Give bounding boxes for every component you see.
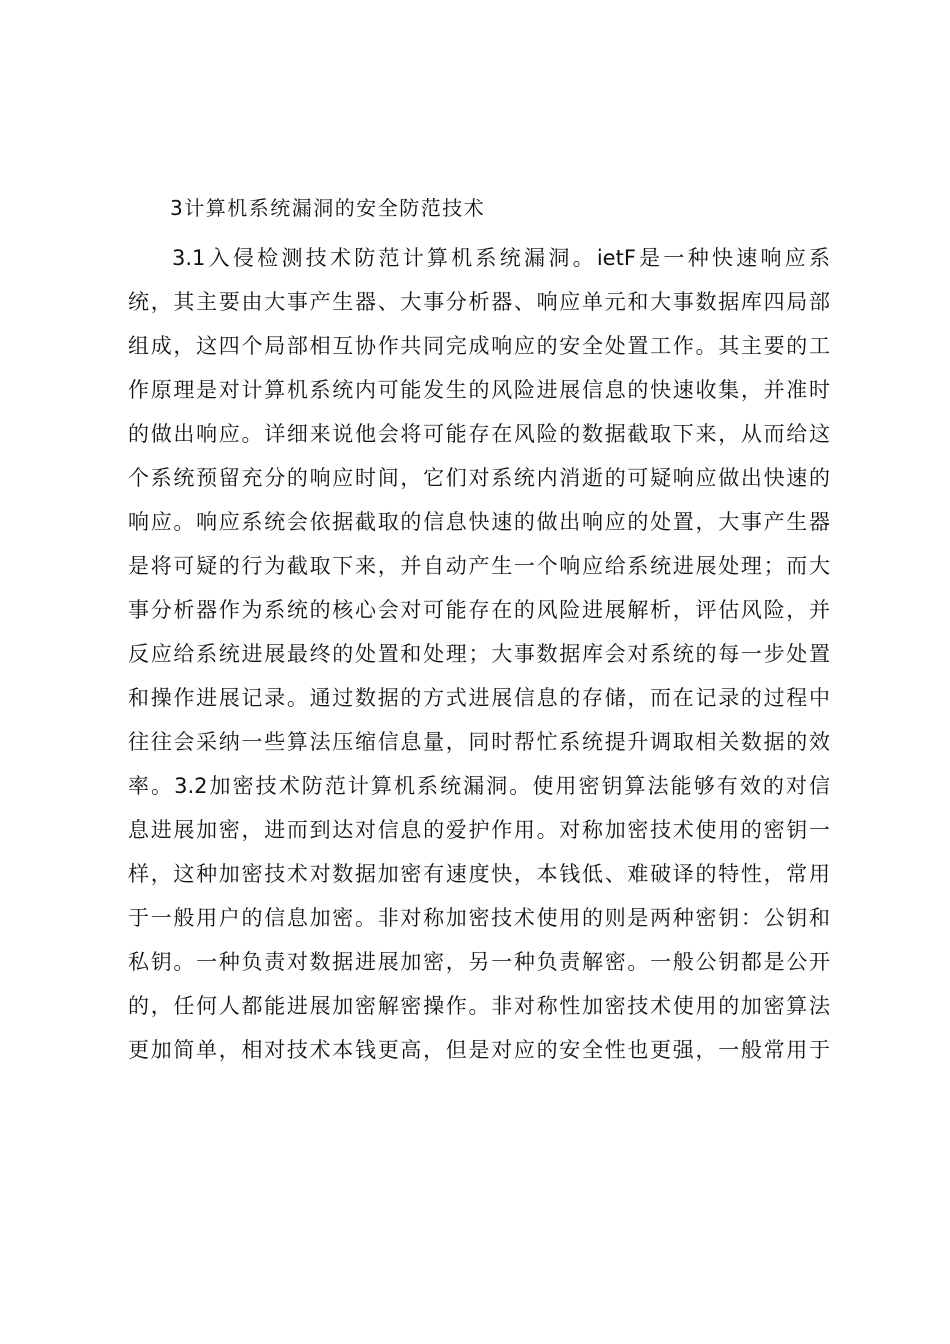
paragraph-line: 样，这种加密技术对数据加密有速度快，本钱低、难破译的特性，常用 xyxy=(128,862,830,886)
paragraph-line: 个系统预留充分的响应时间，它们对系统内消逝的可疑响应做出快速的 xyxy=(128,466,830,490)
paragraph-line: 往往会采纳一些算法压缩信息量，同时帮忙系统提升调取相关数据的效 xyxy=(128,730,830,754)
paragraph-line: 息进展加密，进而到达对信息的爱护作用。对称加密技术使用的密钥一 xyxy=(128,818,830,842)
paragraph-line: 和操作进展记录。通过数据的方式进展信息的存储，而在记录的过程中 xyxy=(128,686,830,710)
paragraph-line: 反应给系统进展最终的处置和处理；大事数据库会对系统的每一步处置 xyxy=(128,642,830,666)
paragraph-line: 作原理是对计算机系统内可能发生的风险进展信息的快速收集，并准时 xyxy=(128,378,830,402)
paragraph-line: 于一般用户的信息加密。非对称加密技术使用的则是两种密钥：公钥和 xyxy=(128,906,830,930)
paragraph-line: 响应。响应系统会依据截取的信息快速的做出响应的处置，大事产生器 xyxy=(128,510,830,534)
paragraph-line: 是将可疑的行为截取下来，并自动产生一个响应给系统进展处理；而大 xyxy=(128,554,830,578)
paragraph-line: 组成，这四个局部相互协作共同完成响应的安全处置工作。其主要的工 xyxy=(128,334,830,358)
section-heading: 3计算机系统漏洞的安全防范技术 xyxy=(170,196,486,220)
paragraph-line: 私钥。一种负责对数据进展加密，另一种负责解密。一般公钥都是公开 xyxy=(128,950,830,974)
paragraph-line: 更加简单，相对技术本钱更高，但是对应的安全性也更强，一般常用于 xyxy=(128,1038,830,1062)
paragraph-line: 的做出响应。详细来说他会将可能存在风险的数据截取下来，从而给这 xyxy=(128,422,830,446)
paragraph-line: 3.1入侵检测技术防范计算机系统漏洞。ietF是一种快速响应系 xyxy=(172,246,830,270)
paragraph-line: 统，其主要由大事产生器、大事分析器、响应单元和大事数据库四局部 xyxy=(128,290,830,314)
paragraph-line: 事分析器作为系统的核心会对可能存在的风险进展解析，评估风险，并 xyxy=(128,598,830,622)
paragraph-line: 的，任何人都能进展加密解密操作。非对称性加密技术使用的加密算法 xyxy=(128,994,830,1018)
paragraph-line: 率。3.2加密技术防范计算机系统漏洞。使用密钥算法能够有效的对信 xyxy=(128,774,830,798)
